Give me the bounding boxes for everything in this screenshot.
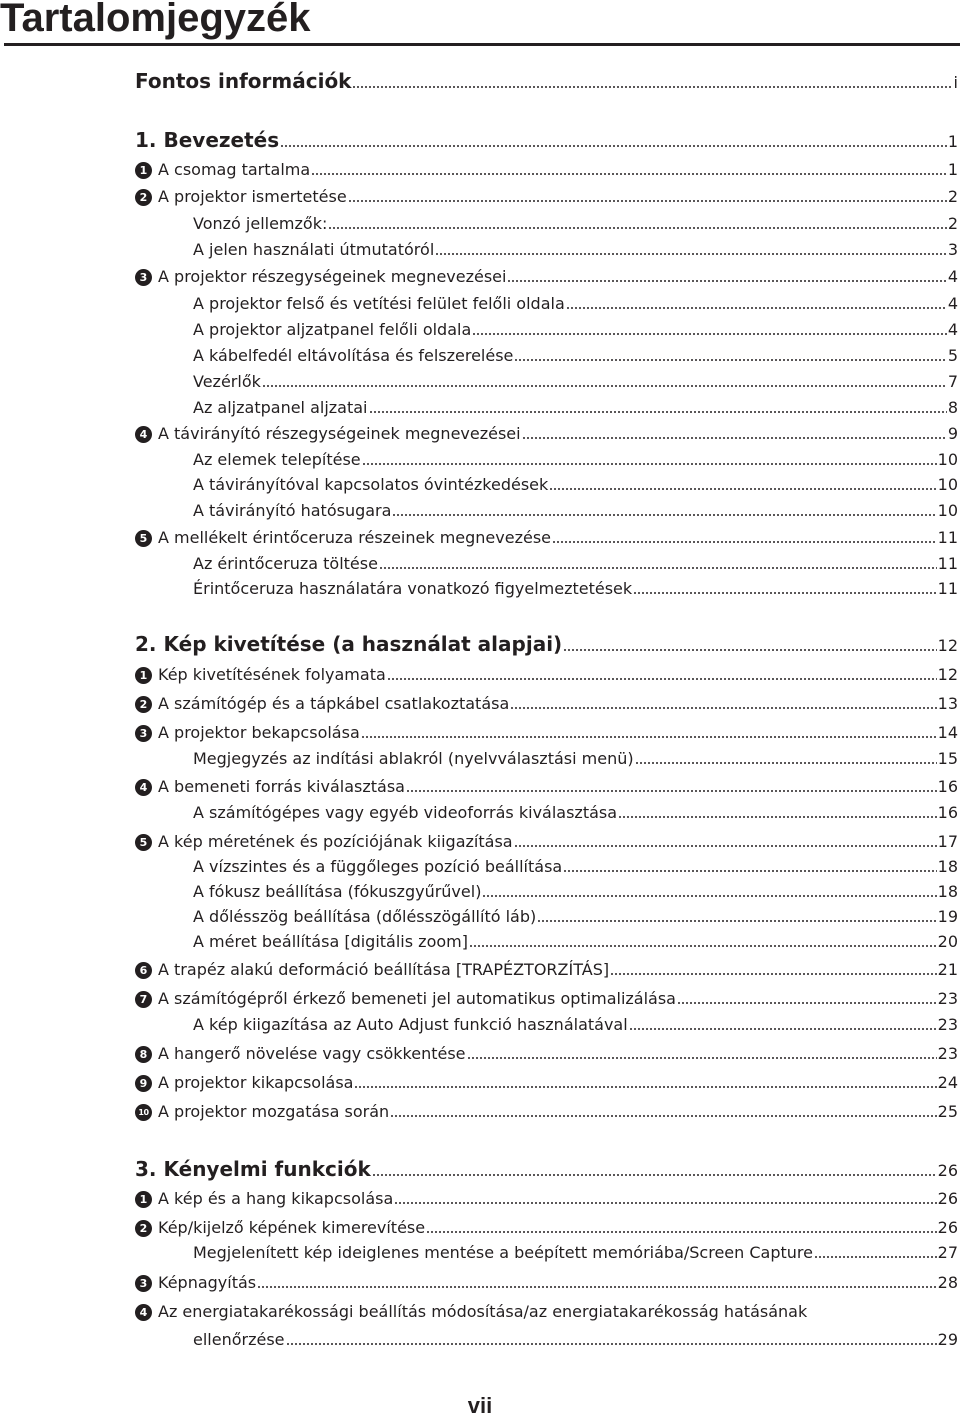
toc-entry-title: A trapéz alakú deformáció beállítása [TRAPÉZTORZÍTÁS] <box>158 960 610 979</box>
section-number-badge: 1 <box>135 667 152 684</box>
toc-entry[interactable] <box>135 1070 958 1096</box>
toc-page-number: 10 <box>937 450 958 469</box>
toc-entry[interactable] <box>193 211 958 237</box>
toc-page-number: 15 <box>937 749 958 768</box>
section-number-badge: 2 <box>135 1220 152 1237</box>
toc-page-number: 10 <box>937 501 958 520</box>
toc-entry[interactable] <box>135 720 958 746</box>
toc-entry-title: Vonzó jellemzők: <box>193 214 328 233</box>
dot-leader <box>280 145 947 147</box>
toc-page-number: 27 <box>937 1243 958 1262</box>
dot-leader <box>392 514 936 516</box>
toc-entry-title: A projektor aljzatpanel felőli oldala <box>193 320 472 339</box>
dot-leader <box>629 1028 937 1030</box>
dot-leader <box>618 816 937 818</box>
toc-entry-title: A fókusz beállítása (fókuszgyűrűvel) <box>193 882 482 901</box>
toc-page-number: 16 <box>937 777 958 796</box>
toc-entry[interactable] <box>135 957 958 983</box>
toc-page-number: 19 <box>937 907 958 926</box>
toc-page-number: 11 <box>937 554 958 573</box>
toc-entry-title: Kép/kijelző képének kimerevítése <box>158 1218 426 1237</box>
toc-page-number: 23 <box>937 989 958 1008</box>
toc-entry-title: A projektor mozgatása során <box>158 1102 390 1121</box>
toc-entry[interactable] <box>193 447 958 473</box>
toc-entry-title: Az elemek telepítése <box>193 450 361 469</box>
toc-page-number: 10 <box>937 475 958 494</box>
page-number: vii <box>467 1393 493 1418</box>
dot-leader <box>633 592 937 594</box>
dot-leader <box>372 1174 937 1176</box>
toc-page-number: 2 <box>947 214 958 233</box>
toc-entry[interactable] <box>135 1299 958 1325</box>
section-number-badge: 6 <box>135 962 152 979</box>
toc-entry[interactable] <box>193 291 958 317</box>
toc-entry-title: A számítógép és a tápkábel csatlakoztatása <box>158 694 510 713</box>
toc-page-number: 4 <box>947 320 958 339</box>
toc-entry-title: Megjelenített kép ideiglenes mentése a beépített memóriába/Screen Capture <box>193 1243 813 1262</box>
section-number-badge: 1 <box>135 162 152 179</box>
dot-leader <box>537 920 936 922</box>
toc-entry[interactable] <box>135 774 958 800</box>
toc-page-number: 4 <box>947 267 958 286</box>
toc-entry-title: A kép és a hang kikapcsolása <box>158 1189 394 1208</box>
toc-page-number: 24 <box>937 1073 958 1092</box>
toc-entry-title: Az energiatakarékossági beállítás módosítása/az energiatakarékosság hatásának <box>158 1302 808 1321</box>
toc-chapter[interactable] <box>135 66 958 96</box>
toc-page-number: 11 <box>937 579 958 598</box>
toc-entry-title: 1. Bevezetés <box>135 128 280 152</box>
section-number-badge: 2 <box>135 189 152 206</box>
toc-entry-title: A jelen használati útmutatóról <box>193 240 435 259</box>
toc-entry-title: A bemeneti forrás kiválasztása <box>158 777 405 796</box>
toc-page-number: 14 <box>937 723 958 742</box>
dot-leader <box>514 359 946 361</box>
section-number-badge: 4 <box>135 426 152 443</box>
section-number-badge: 8 <box>135 1046 152 1063</box>
toc-entry[interactable] <box>193 498 958 524</box>
toc-entry-title: ellenőrzése <box>193 1330 285 1349</box>
toc-entry[interactable] <box>135 421 958 447</box>
dot-leader <box>814 1256 937 1258</box>
toc-entry[interactable] <box>193 472 958 498</box>
toc-entry-title: A projektor bekapcsolása <box>158 723 360 742</box>
dot-leader <box>379 567 937 569</box>
toc-entry[interactable] <box>135 1041 958 1067</box>
toc-entry-title: A távirányító hatósugara <box>193 501 392 520</box>
toc-entry[interactable] <box>135 157 958 183</box>
dot-leader <box>328 227 946 229</box>
toc-entry[interactable] <box>135 691 958 717</box>
dot-leader <box>354 1086 936 1088</box>
dot-leader <box>348 200 947 202</box>
toc-entry[interactable] <box>193 317 958 343</box>
dot-leader <box>472 333 947 335</box>
toc-entry-title: A projektor részegységeinek megnevezései <box>158 267 507 286</box>
dot-leader <box>286 1343 937 1345</box>
dot-leader <box>549 488 936 490</box>
dot-leader <box>566 307 947 309</box>
toc-entry-title: Érintőceruza használatára vonatkozó figyelmeztetések <box>193 579 633 598</box>
toc-page-number: 1 <box>947 132 958 151</box>
toc-page-number: 1 <box>947 160 958 179</box>
toc-page-number: 25 <box>937 1102 958 1121</box>
toc-entry[interactable] <box>193 879 958 905</box>
dot-leader <box>369 411 947 413</box>
toc-entry[interactable] <box>193 395 958 421</box>
section-number-badge: 4 <box>135 1304 152 1321</box>
dot-leader <box>362 463 937 465</box>
toc-page-number: 26 <box>937 1161 958 1180</box>
dot-leader <box>514 845 937 847</box>
dot-leader <box>262 385 947 387</box>
toc-entry[interactable] <box>193 929 958 955</box>
toc-page-number: 9 <box>947 424 958 443</box>
section-number-badge: 5 <box>135 530 152 547</box>
toc-page-number: 26 <box>937 1218 958 1237</box>
dot-leader <box>394 1202 936 1204</box>
dot-leader <box>522 437 947 439</box>
toc-page-number: 12 <box>937 665 958 684</box>
toc-page-number: 23 <box>937 1044 958 1063</box>
dot-leader <box>469 945 937 947</box>
toc-entry[interactable] <box>193 1012 958 1038</box>
toc-entry[interactable] <box>135 1215 958 1241</box>
toc-entry-title: A számítógépes vagy egyéb videoforrás kiválasztása <box>193 803 618 822</box>
dot-leader <box>361 736 937 738</box>
toc-entry-title: Megjegyzés az indítási ablakról (nyelvválasztási menü) <box>193 749 634 768</box>
dot-leader <box>426 1231 937 1233</box>
toc-page-number: 5 <box>947 346 958 365</box>
section-number-badge: 7 <box>135 991 152 1008</box>
toc-entry-title: A projektor ismertetése <box>158 187 347 206</box>
dot-leader <box>435 253 947 255</box>
toc-entry-title: Fontos információk <box>135 69 352 93</box>
toc-page-number: 21 <box>937 960 958 979</box>
toc-entry[interactable] <box>193 1327 958 1353</box>
section-number-badge: 3 <box>135 725 152 742</box>
dot-leader <box>510 707 936 709</box>
toc-entry-title: A csomag tartalma <box>158 160 311 179</box>
toc-page-number: 17 <box>937 832 958 851</box>
toc-page-number: 2 <box>947 187 958 206</box>
toc-entry[interactable] <box>135 1270 958 1296</box>
toc-entry[interactable] <box>135 525 958 551</box>
toc-entry-title: A távirányítóval kapcsolatos óvintézkedések <box>193 475 549 494</box>
toc-page-number: 7 <box>947 372 958 391</box>
section-number-badge: 3 <box>135 1275 152 1292</box>
section-number-badge: 4 <box>135 779 152 796</box>
section-number-badge: 1 <box>135 1191 152 1208</box>
toc-entry-title: A mellékelt érintőceruza részeinek megnevezése <box>158 528 551 547</box>
toc-entry[interactable] <box>193 551 958 577</box>
toc-entry[interactable] <box>135 986 958 1012</box>
toc-entry[interactable] <box>193 904 958 930</box>
toc-page-number: 16 <box>937 803 958 822</box>
toc-entry-title: A kábelfedél eltávolítása és felszerelése <box>193 346 514 365</box>
toc-entry-title: A projektor felső és vetítési felület felőli oldala <box>193 294 565 313</box>
toc-page-number: 12 <box>937 636 958 655</box>
dot-leader <box>387 678 937 680</box>
toc-entry-title: Az érintőceruza töltése <box>193 554 378 573</box>
dot-leader <box>610 973 937 975</box>
toc-entry-title: 2. Kép kivetítése (a használat alapjai) <box>135 632 563 656</box>
toc-page-number: 28 <box>937 1273 958 1292</box>
dot-leader <box>677 1002 937 1004</box>
toc-entry[interactable] <box>193 369 958 395</box>
toc-entry[interactable] <box>193 800 958 826</box>
dot-leader <box>635 762 937 764</box>
dot-leader <box>257 1286 937 1288</box>
dot-leader <box>563 649 936 651</box>
toc-entry-title: A méret beállítása [digitális zoom] <box>193 932 468 951</box>
dot-leader <box>467 1057 937 1059</box>
toc-entry[interactable] <box>135 264 958 290</box>
toc-chapter[interactable] <box>135 1154 958 1184</box>
toc-entry-title: A kép méretének és pozíciójának kiigazítása <box>158 832 513 851</box>
toc-entry[interactable] <box>135 184 958 210</box>
toc-entry[interactable] <box>193 854 958 880</box>
toc-entry[interactable] <box>193 1240 958 1266</box>
toc-page-number: 3 <box>947 240 958 259</box>
dot-leader <box>563 870 936 872</box>
toc-entry[interactable] <box>135 1099 958 1125</box>
dot-leader <box>507 280 946 282</box>
dot-leader <box>390 1115 936 1117</box>
toc-entry[interactable] <box>193 237 958 263</box>
toc-entry-title: Képnagyítás <box>158 1273 257 1292</box>
toc-page-number: 8 <box>947 398 958 417</box>
dot-leader <box>406 790 937 792</box>
toc-chapter[interactable] <box>135 125 958 155</box>
toc-entry[interactable] <box>135 662 958 688</box>
toc-page-number: 18 <box>937 857 958 876</box>
toc-page-number: 4 <box>947 294 958 313</box>
toc-entry-title: A kép kiigazítása az Auto Adjust funkció használatával <box>193 1015 628 1034</box>
section-number-badge: 2 <box>135 696 152 713</box>
toc-page-number: 20 <box>937 932 958 951</box>
toc-entry-title: A hangerő növelése vagy csökkentése <box>158 1044 466 1063</box>
dot-leader <box>482 895 936 897</box>
toc-entry-title: A távirányító részegységeinek megnevezései <box>158 424 521 443</box>
toc-entry-title: Kép kivetítésének folyamata <box>158 665 386 684</box>
toc-entry[interactable] <box>135 1186 958 1212</box>
toc-page-number: 23 <box>937 1015 958 1034</box>
toc-page-number: 11 <box>937 528 958 547</box>
dot-leader <box>311 173 947 175</box>
dot-leader <box>552 541 937 543</box>
toc-entry-title: Az aljzatpanel aljzatai <box>193 398 368 417</box>
dot-leader <box>352 86 952 88</box>
toc-entry-title: 3. Kényelmi funkciók <box>135 1157 371 1181</box>
toc-entry-title: A projektor kikapcsolása <box>158 1073 354 1092</box>
section-number-badge: 3 <box>135 269 152 286</box>
toc-entry-title: A vízszintes és a függőleges pozíció beállítása <box>193 857 563 876</box>
section-number-badge: 9 <box>135 1075 152 1092</box>
section-number-badge: 5 <box>135 834 152 851</box>
toc-entry[interactable] <box>193 746 958 772</box>
toc-page-number: 26 <box>937 1189 958 1208</box>
toc-page-number: i <box>953 73 958 92</box>
toc-page-number: 13 <box>937 694 958 713</box>
page-title: Tartalomjegyzék <box>0 0 311 40</box>
section-number-badge: 10 <box>135 1104 152 1121</box>
toc-entry-title: A számítógépről érkező bemeneti jel automatikus optimalizálása <box>158 989 676 1008</box>
toc-entry[interactable] <box>193 576 958 602</box>
toc-entry-title: A dőlésszög beállítása (dőlésszögállító láb) <box>193 907 537 926</box>
toc-entry[interactable] <box>135 829 958 855</box>
toc-page-number: 18 <box>937 882 958 901</box>
toc-chapter[interactable] <box>135 629 958 659</box>
toc-page-number: 29 <box>937 1330 958 1349</box>
toc-entry-title: Vezérlők <box>193 372 261 391</box>
toc-entry[interactable] <box>193 343 958 369</box>
